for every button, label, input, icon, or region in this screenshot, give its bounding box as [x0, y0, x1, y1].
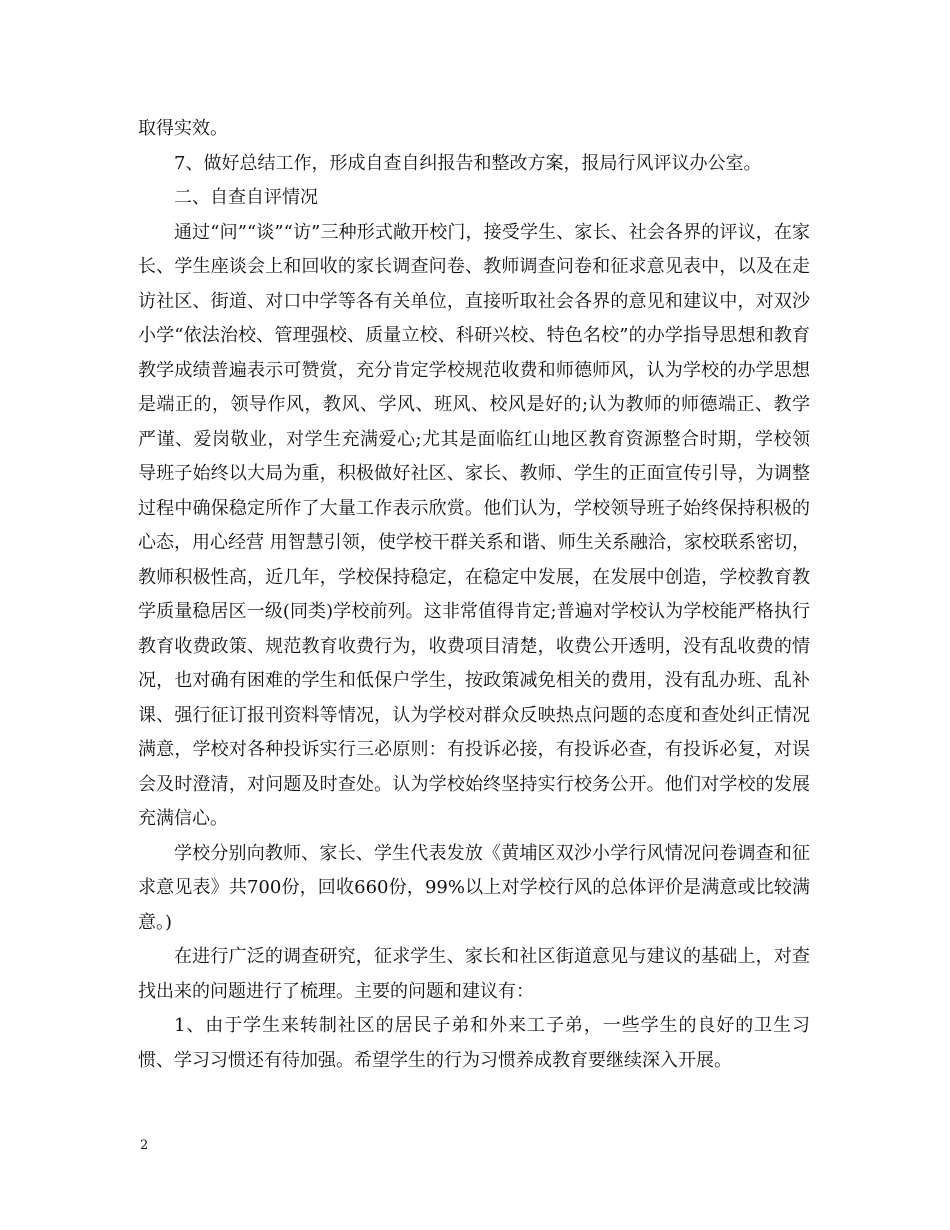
paragraph-1: 7、做好总结工作，形成自查自纠报告和整改方案，报局行风评议办公室。: [174, 152, 762, 174]
paragraph-3: 通过“问”“谈”“访”三种形式敞开校门，接受学生、家长、社会各界的评议，在家长、学生座谈会上和回收的家长调查问卷、教师调查问卷和征求意见表中，以及在走访社区、街道、对口中学等各有关单位，直接听取社会各界的意见和建议中，对双沙小学“依法治校、管理强校、质量立校、科研兴校、特色名校”的办学指导思想和教育教学成绩普遍表示可赞赏，充分肯定学校规范收费和师德师风，认为学校的办学思想是端正的，领导作风，教风、学风、班风、校风是好的;认为教师的师德端正、教学严谨、爱岗敬业，对学生充满爱心;尤其是面临红山地区教育资源整合时期，学校领导班子始终以大局为重，积极做好社区、家长、教师、学生的正面宣传引导，为调整过程中确保稳定所作了大量工作表示欣赏。他们认为，学校领导班子始终保持积极的心态，用心经营 用智慧引领，使学校干群关系和谐、师生关系融洽，家校联系密切，教师积极性高，近几年，学校保持稳定，在稳定中发展，在发展中创造，学校教育教学质量稳居区一级(同类)学校前列。这非常值得肯定;普遍对学校认为学校能严格执行教育收费政策、规范教育收费行为，收费项目清楚，收费公开透明，没有乱收费的情况，也对确有困难的学生和低保户学生，按政策减免相关的费用，没有乱办班、乱补课、强行征订报刊资料等情况，认为学校对群众反映热点问题的态度和查处纠正情况满意，学校对各种投诉实行三必原则：有投诉必接，有投诉必查，有投诉必复，对误会及时澄清，对问题及时查处。认为学校始终坚持实行校务公开。他们对学校的发展充满信心。: [138, 221, 810, 829]
section-heading: 二、自查自评情况: [174, 187, 318, 208]
paragraph-0: 取得实效。: [138, 118, 228, 139]
paragraph-5: 在进行广泛的调查研究，征求学生、家长和社区街道意见与建议的基础上，对查找出来的问题进行了梳理。主要的问题和建议有：: [138, 946, 810, 1002]
document-body: [138, 112, 810, 1078]
page-number: 2: [140, 1138, 149, 1153]
paragraph-6: 1、由于学生来转制社区的居民子弟和外来工子弟，一些学生的良好的卫生习惯、学习习惯还有待加强。希望学生的行为习惯养成教育要继续深入开展。: [138, 1015, 810, 1071]
paragraph-4: 学校分别向教师、家长、学生代表发放《黄埔区双沙小学行风情况问卷调查和征求意见表》共700份，回收660份，99%以上对学校行风的总体评价是满意或比较满意。): [138, 842, 810, 933]
